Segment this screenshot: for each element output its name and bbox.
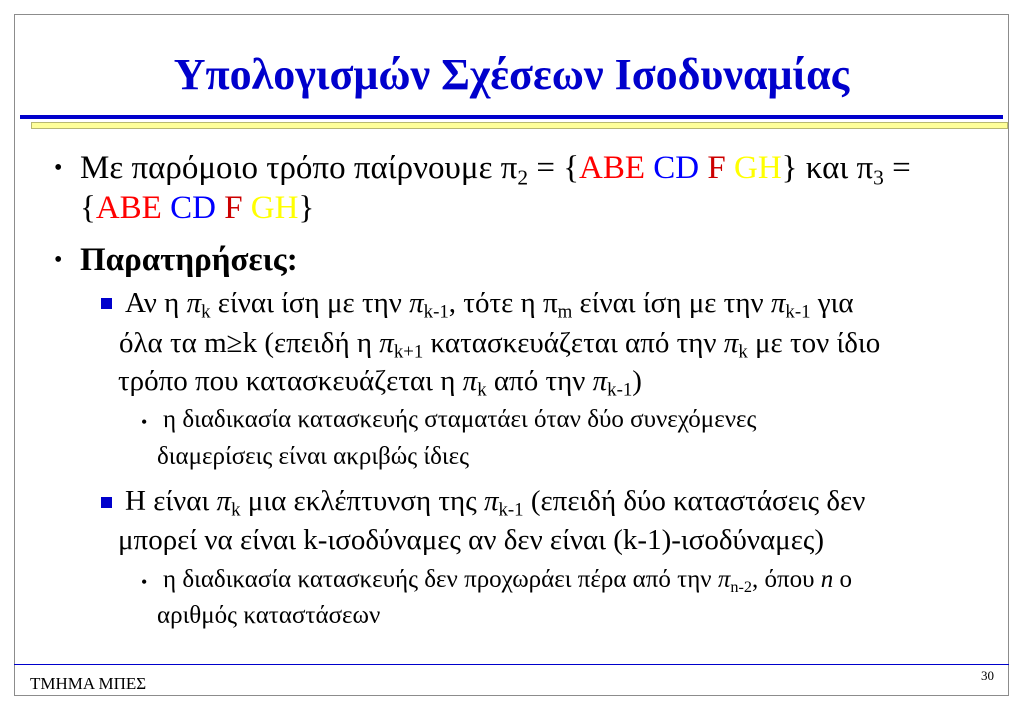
text-run: )	[632, 365, 642, 397]
text-run: {	[80, 190, 96, 226]
pi-symbol: π	[216, 485, 232, 517]
block-cd: CD	[653, 150, 700, 186]
subscript: m	[557, 301, 573, 323]
block-f: F	[707, 150, 726, 186]
pi-symbol: π	[379, 327, 394, 359]
text-run: μια εκλέπτυνση της	[240, 485, 484, 517]
subscript: k	[231, 499, 241, 521]
text-run: }	[298, 190, 315, 226]
variable-n: n	[820, 566, 834, 593]
block-cd: CD	[170, 190, 216, 226]
pi-symbol: π	[483, 485, 499, 517]
subscript: k	[477, 379, 487, 401]
text-run: } και π	[781, 150, 874, 186]
square-bullet-icon	[101, 298, 112, 309]
text-run: Η είναι	[125, 485, 217, 517]
subscript: k-1	[785, 301, 811, 323]
sub-sub-bullet-2-line-1	[163, 564, 852, 596]
block-abe: ABE	[95, 190, 162, 226]
sub-bullet-2-line-1	[125, 483, 865, 519]
bullet-2-heading: Παρατηρήσεις:	[80, 242, 298, 278]
subscript: k-1	[498, 499, 524, 521]
bullet-marker: •	[54, 155, 63, 181]
text-run: για	[810, 287, 854, 319]
text-run: , τότε η π	[448, 287, 558, 319]
pi-symbol: π	[717, 566, 731, 593]
square-bullet-icon	[101, 497, 112, 508]
sub-bullet-1-line-2	[119, 325, 880, 361]
text-run: από την	[486, 365, 593, 397]
pi-symbol: π	[592, 365, 608, 397]
block-f: F	[224, 190, 243, 226]
subscript: 3	[873, 165, 884, 190]
text-run: , όπου	[752, 566, 821, 593]
pi-symbol: π	[409, 287, 424, 319]
sub-bullet-2-line-2: μπορεί να είναι k-ισοδύναμες αν δεν είναι (k-1)-ισοδύναμες)	[118, 524, 825, 556]
subscript: k	[201, 301, 211, 323]
text-run: είναι ίση με την	[572, 287, 771, 319]
sub-sub-bullet-1-line-1: η διαδικασία κατασκευής σταματάει όταν δύο συνεχόμενες	[163, 406, 757, 433]
pi-symbol: π	[723, 327, 739, 359]
bullet-marker: •	[141, 412, 148, 432]
text-run: με τον ίδιο	[747, 327, 881, 359]
title-underline-accent	[31, 122, 1008, 129]
subscript: k-1	[607, 379, 633, 401]
subscript: k	[738, 341, 748, 363]
sub-bullet-1-line-3	[118, 363, 642, 399]
text-run: =	[883, 150, 911, 186]
subscript: k-1	[423, 301, 449, 323]
bullet-1-line-1	[80, 148, 911, 188]
sub-bullet-1-line-1	[125, 285, 854, 321]
bullet-1-line-2	[80, 188, 314, 228]
text-run: όλα τα m≥k (επειδή η	[119, 327, 380, 359]
text-run: είναι ίση με την	[210, 287, 410, 319]
text-run: η διαδικασία κατασκευής δεν προχωράει πέρα από την	[163, 566, 718, 593]
text-run: (επειδή δύο καταστάσεις δεν	[523, 485, 866, 517]
footer-rule	[14, 664, 1009, 665]
pi-symbol: π	[770, 287, 786, 319]
subscript: k+1	[393, 341, 424, 363]
bullet-marker: •	[141, 572, 148, 592]
block-gh: GH	[250, 190, 299, 226]
text-run: Αν η	[125, 287, 187, 319]
footer-label: ΤΜΗΜΑ ΜΠΕΣ	[30, 674, 147, 693]
bullet-marker: •	[54, 247, 63, 273]
text-run: τρόπο που κατασκευάζεται η	[118, 365, 463, 397]
text-run: ο	[833, 566, 853, 593]
pi-symbol: π	[462, 365, 478, 397]
title-underline	[20, 115, 1003, 119]
sub-sub-bullet-1-line-2: διαμερίσεις είναι ακριβώς ίδιες	[157, 443, 470, 470]
subscript: n-2	[730, 577, 753, 596]
block-gh: GH	[733, 150, 782, 186]
sub-sub-bullet-2-line-2: αριθμός καταστάσεων	[157, 602, 381, 629]
subscript: 2	[517, 165, 529, 190]
slide-title: Υπολογισμών Σχέσεων Ισοδυναμίας	[173, 50, 850, 99]
text-run: Με παρόμοιο τρόπο παίρνουμε π	[80, 150, 518, 186]
pi-symbol: π	[186, 287, 202, 319]
page-number: 30	[981, 668, 994, 683]
text-run: = {	[528, 150, 580, 186]
text-run: κατασκευάζεται από την	[423, 327, 724, 359]
block-abe: ABE	[579, 150, 646, 186]
